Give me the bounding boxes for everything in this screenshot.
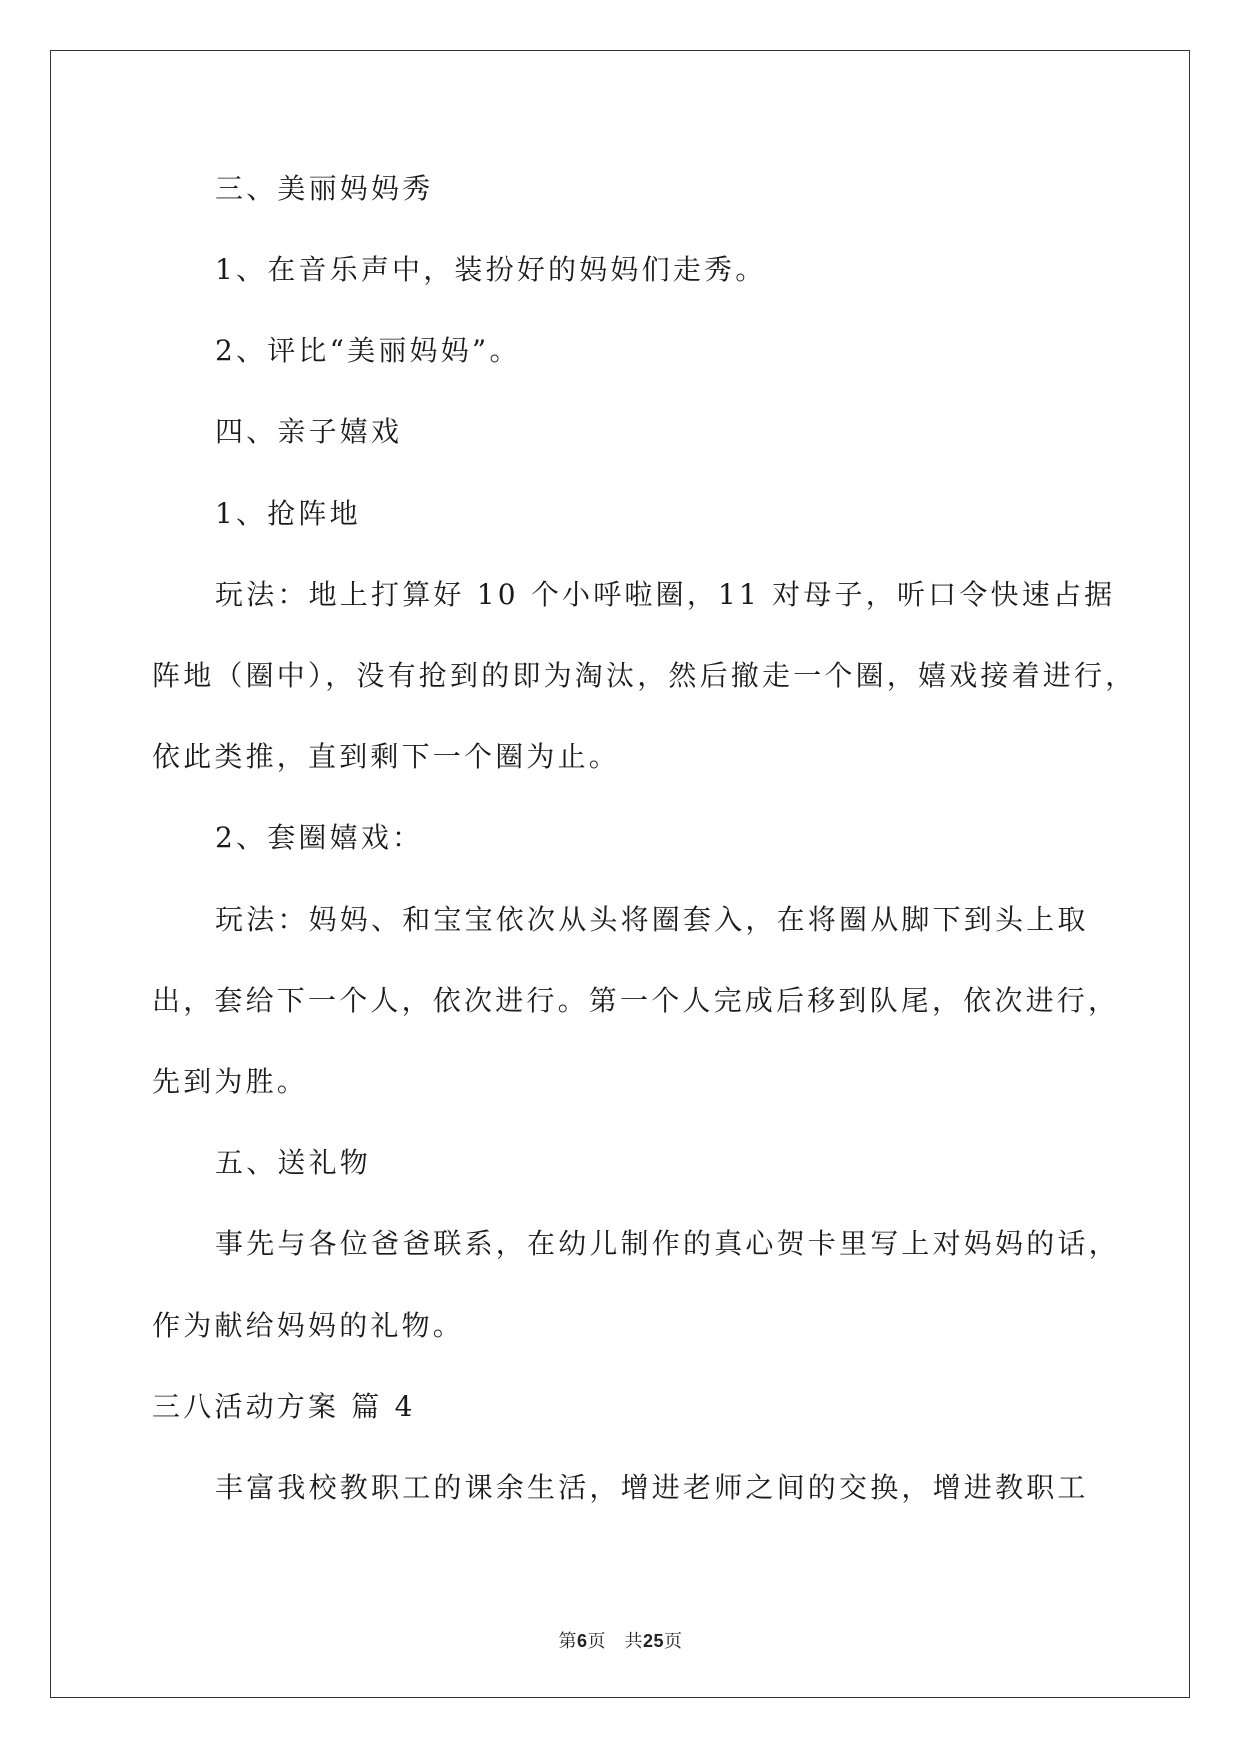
paragraph-line: 阵地（圈中），没有抢到的即为淘汰，然后撤走一个圈，嬉戏接着进行， — [152, 659, 1137, 692]
page-footer — [0, 1629, 1241, 1654]
paragraph-line: 1、在音乐声中，装扮好的妈妈们走秀。 — [215, 253, 767, 286]
paragraph-line: 2、套圈嬉戏： — [215, 821, 424, 854]
section-heading: 四、亲子嬉戏 — [215, 415, 403, 448]
section-heading: 三、美丽妈妈秀 — [215, 172, 434, 205]
paragraph-line: 玩法：地上打算好 10 个小呼啦圈，11 对母子，听口令快速占据 — [215, 578, 1116, 611]
paragraph-line: 玩法：妈妈、和宝宝依次从头将圈套入，在将圈从脚下到头上取 — [215, 903, 1089, 936]
paragraph-line: 1、抢阵地 — [215, 497, 361, 530]
footer-prefix: 第 — [558, 1631, 577, 1652]
paragraph-line: 事先与各位爸爸联系，在幼儿制作的真心贺卡里写上对妈妈的话， — [215, 1227, 1120, 1260]
section-heading: 五、送礼物 — [215, 1146, 372, 1179]
article-title: 三八活动方案 篇 4 — [152, 1390, 416, 1423]
paragraph-line: 2、评比“美丽妈妈”。 — [215, 334, 521, 367]
footer-suffix: 页 — [664, 1631, 683, 1652]
current-page-number: 6 — [576, 1631, 588, 1651]
total-page-number: 25 — [642, 1631, 665, 1651]
footer-mid: 页 共 — [587, 1631, 643, 1652]
page-border — [50, 50, 1190, 1698]
paragraph-line: 依此类推，直到剩下一个圈为止。 — [152, 740, 621, 773]
paragraph-line: 出，套给下一个人，依次进行。第一个人完成后移到队尾，依次进行， — [152, 984, 1120, 1017]
paragraph-line: 先到为胜。 — [152, 1065, 309, 1098]
paragraph-line: 丰富我校教职工的课余生活，增进老师之间的交换，增进教职工 — [215, 1471, 1089, 1504]
paragraph-line: 作为献给妈妈的礼物。 — [152, 1309, 465, 1342]
